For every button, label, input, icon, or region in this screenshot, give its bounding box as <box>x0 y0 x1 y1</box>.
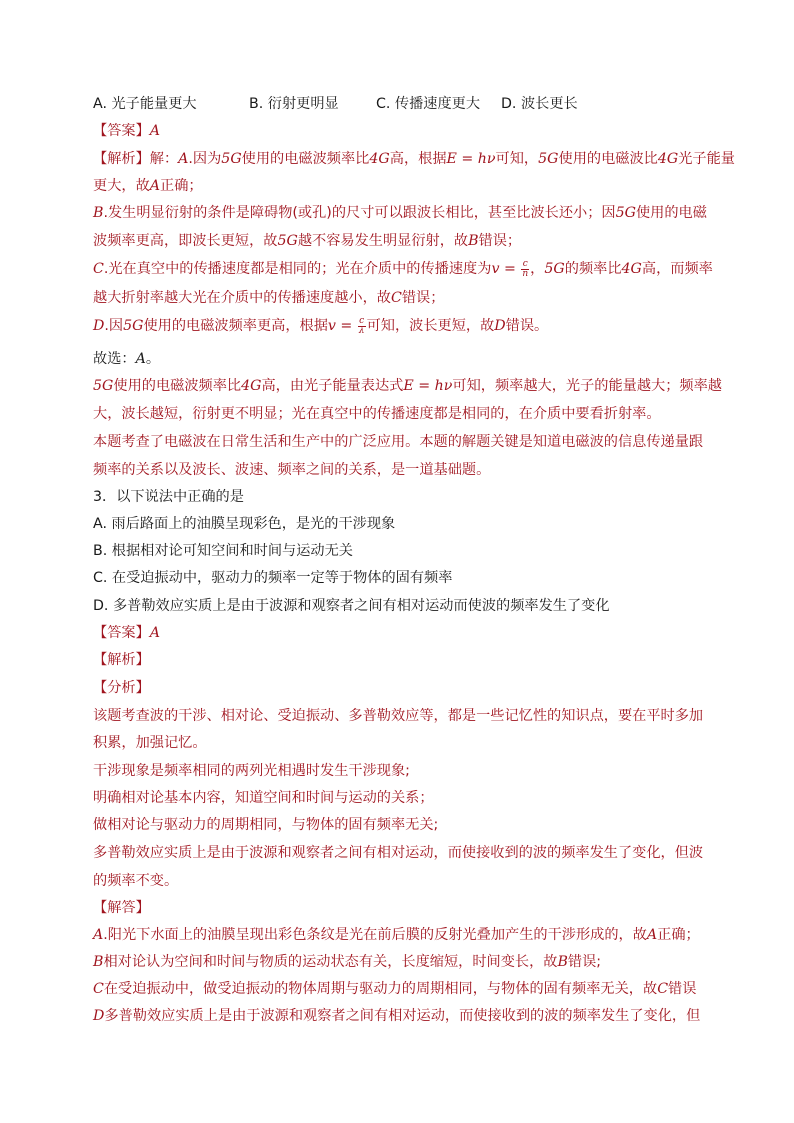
q3-option-a: A. 雨后路面上的油膜呈现彩色，是光的干涉现象 <box>93 516 396 532</box>
q2-analysis-line-4: 波频率更高，即波长更短，故5G越不容易发生明显衍射，故B错误； <box>93 233 522 249</box>
q3-fenxi-line-1: 该题考查波的干涉、相对论、受迫振动、多普勒效应等，都是一些记忆性的知识点，要在平时多加 <box>93 708 704 724</box>
answer-value: A <box>149 123 161 139</box>
q3-fenxi-line-4: 明确相对论基本内容，知道空间和时间与运动的关系； <box>93 790 434 806</box>
formula-e-hv: E = hν <box>446 151 496 167</box>
q2-option-b: B. 衍射更明显 <box>249 96 339 112</box>
analysis-label: 【解析】 <box>93 151 150 167</box>
answer-label: 【答案】 <box>93 123 150 139</box>
q3-option-c: C. 在受迫振动中，驱动力的频率一定等于物体的固有频率 <box>93 570 453 586</box>
fraction-c-n: $\frac{c}{n}$ <box>522 258 529 279</box>
q2-summary-line-1: 5G使用的电磁波频率比4G高，由光子能量表达式E = hν可知，频率越大，光子的能量越大；频率越 <box>93 378 722 394</box>
q2-option-c: C. 传播速度更大 <box>376 96 481 112</box>
q3-fenxi-line-3: 干涉现象是频率相同的两列光相遇时发生干涉现象; <box>93 763 410 779</box>
q3-answer <box>93 623 705 643</box>
formula-e-hv-2: E = hν <box>403 378 453 394</box>
q3-jieda-line-1: A.阳光下水面上的油膜呈现出彩色条纹是光在前后膜的反射光叠加产生的干涉形成的，故A正确； <box>93 927 700 943</box>
q2-analysis-line-1: 【解析】解：A.因为5G使用的电磁波频率比4G高，根据E = hν可知，5G使用的电磁波比4G光子能量 <box>93 151 735 167</box>
formula-v-c-over-n: v = <box>491 261 521 277</box>
q2-analysis-line-5: C.光在真空中的传播速度都是相同的；光在介质中的传播速度为v = $\frac{c}{n}$ ，5G的频率比4G高，而频率 <box>93 258 713 279</box>
q3-fenxi-label: 【分析】 <box>93 680 150 696</box>
formula-v-c-over-lambda: v = <box>327 318 357 334</box>
q3-option-d: D. 多普勒效应实质上是由于波源和观察者之间有相对运动而使波的频率发生了变化 <box>93 598 610 614</box>
answer-value: A <box>149 625 161 641</box>
q3-fenxi-line-2: 积累，加强记忆。 <box>93 735 207 751</box>
q2-analysis-line-6: 越大折射率越大光在介质中的传播速度越小，故C错误； <box>93 290 445 306</box>
q2-analysis-line-7: D.因5G使用的电磁波频率更高，根据v = $\frac{c}{\lambda}$ 可知，波长更短，故D错误。 <box>93 315 549 336</box>
q3-fenxi-line-6: 多普勒效应实质上是由于波源和观察者之间有相对运动，而使接收到的波的频率发生了变化，但波 <box>93 845 704 861</box>
q3-jieda-label: 【解答】 <box>93 900 150 916</box>
q2-summary-line-3: 本题考查了电磁波在日常生活和生产中的广泛应用。本题的解题关键是知道电磁波的信息传递量跟 <box>93 434 704 450</box>
q2-answer <box>93 121 705 141</box>
q3-stem: 3．以下说法中正确的是 <box>93 489 244 505</box>
q2-analysis-line-3: B.发生明显衍射的条件是障碍物(或孔)的尺寸可以跟波长相比，甚至比波长还小；因5G使用的电磁 <box>93 205 707 221</box>
q3-jieda-line-3: C在受迫振动中，做受迫振动的物体周期与驱动力的周期相同，与物体的固有频率无关，故C错误 <box>93 981 697 997</box>
q3-jieda-line-2: B相对论认为空间和时间与物质的运动状态有关，长度缩短，时间变长，故B错误; <box>93 954 602 970</box>
q2-summary-line-2: 大，波长越短，衍射更不明显；光在真空中的传播速度都是相同的，在介质中要看折射率。 <box>93 406 661 422</box>
q2-option-d: D. 波长更长 <box>501 96 578 112</box>
answer-label: 【答案】 <box>93 625 150 641</box>
fraction-c-lambda: $\frac{c}{\lambda}$ <box>358 315 365 336</box>
q3-fenxi-line-5: 做相对论与驱动力的周期相同，与物体的固有频率无关; <box>93 817 439 833</box>
q2-analysis-line-2: 更大，故A正确； <box>93 178 203 194</box>
q3-analysis-label: 【解析】 <box>93 652 150 668</box>
q3-jieda-line-4: D多普勒效应实质上是由于波源和观察者之间有相对运动，而使接收到的波的频率发生了变化，但 <box>93 1008 701 1024</box>
q3-option-b: B. 根据相对论可知空间和时间与运动无关 <box>93 543 353 559</box>
q2-choice-line: 故选：A。 <box>93 351 161 367</box>
q2-summary-line-4: 频率的关系以及波长、波速、频率之间的关系，是一道基础题。 <box>93 462 491 478</box>
q2-option-a: A. 光子能量更大 <box>93 96 197 112</box>
q3-fenxi-line-7: 的频率不变。 <box>93 873 179 889</box>
